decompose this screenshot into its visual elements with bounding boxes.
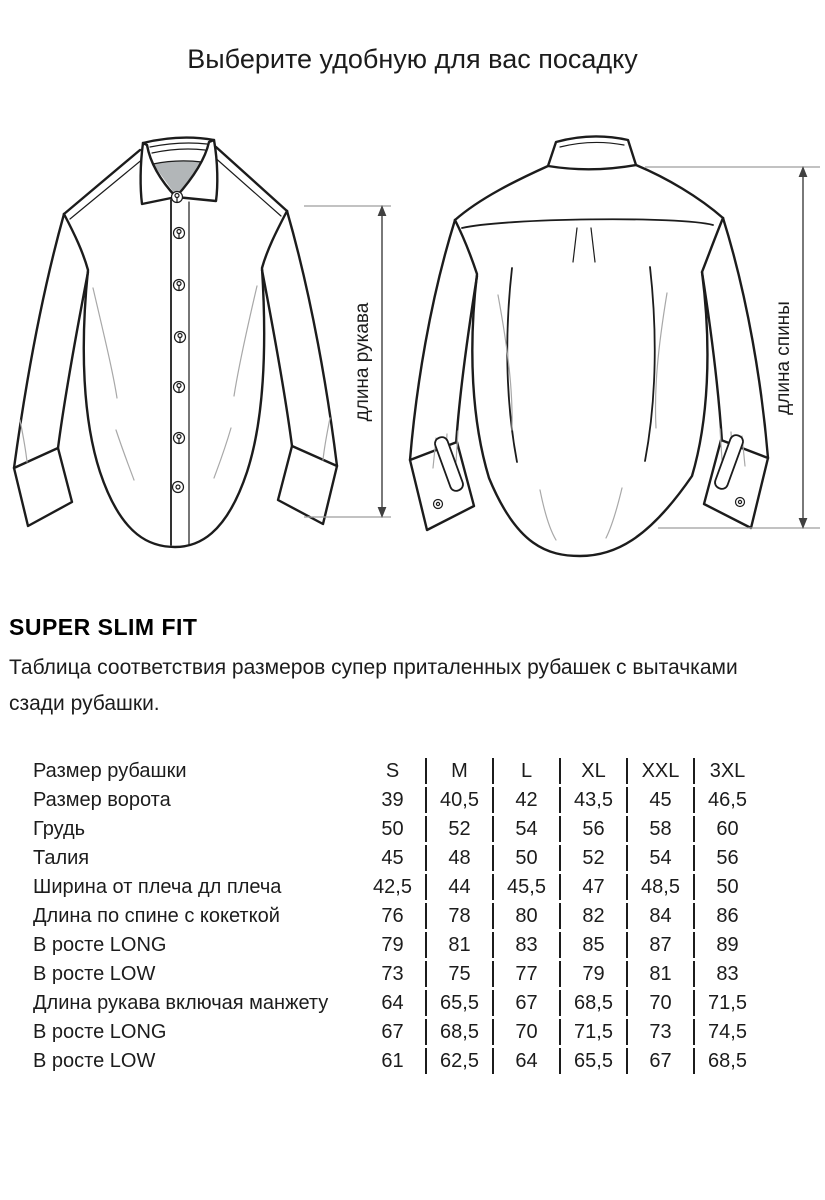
- cell-value: 54: [492, 816, 559, 842]
- section-description-line-2: сзади рубашки.: [9, 692, 160, 715]
- cell-value: 46,5: [693, 787, 760, 813]
- cell-value: 56: [559, 816, 626, 842]
- shirt-diagrams: [0, 120, 825, 580]
- cell-value: 79: [381, 933, 404, 956]
- shirt-diagram-svg: [0, 120, 825, 580]
- cell-value: 65,5: [559, 1048, 626, 1074]
- cell-value: 75: [425, 961, 492, 987]
- cell-value: 68,5: [559, 990, 626, 1016]
- table-row: [33, 990, 760, 1016]
- cell-value: 73: [381, 962, 404, 985]
- cell-value: 52: [559, 845, 626, 871]
- table-row: [33, 1019, 760, 1045]
- table-row: [33, 787, 760, 813]
- cell-value: 48,5: [626, 874, 693, 900]
- size-table-header-row: [33, 758, 760, 784]
- cell-value: 83: [693, 961, 760, 987]
- cell-value: 48: [425, 845, 492, 871]
- front-left-cuff: [14, 448, 72, 526]
- cell-value: 74,5: [693, 1019, 760, 1045]
- back-length-label: длина спины: [773, 301, 794, 415]
- size-column-header: S: [385, 759, 400, 782]
- row-label: Ширина от плеча дл плеча: [33, 875, 282, 898]
- cell-value: 84: [626, 903, 693, 929]
- cell-value: 78: [425, 903, 492, 929]
- row-header-label: Размер рубашки: [33, 759, 187, 782]
- table-row: [33, 845, 760, 871]
- row-label: Талия: [33, 846, 90, 869]
- back-shirt-drawing: [410, 136, 768, 556]
- cell-value: 64: [492, 1048, 559, 1074]
- back-dart-right: [645, 267, 655, 461]
- cell-value: 50: [693, 874, 760, 900]
- cell-value: 67: [381, 1020, 404, 1043]
- table-row: [33, 874, 760, 900]
- size-column-header: M: [425, 758, 492, 784]
- table-row: [33, 961, 760, 987]
- cell-value: 73: [626, 1019, 693, 1045]
- row-label: В росте LONG: [33, 1020, 167, 1043]
- row-label: Размер ворота: [33, 788, 171, 811]
- cell-value: 70: [492, 1019, 559, 1045]
- cell-value: 81: [626, 961, 693, 987]
- row-label: В росте LONG: [33, 933, 167, 956]
- table-row: [33, 816, 760, 842]
- cell-value: 54: [626, 845, 693, 871]
- table-row: [33, 932, 760, 958]
- front-shirt-drawing: [14, 138, 337, 547]
- cell-value: 52: [425, 816, 492, 842]
- row-label: В росте LOW: [33, 962, 156, 985]
- size-table-body: [33, 787, 760, 1074]
- size-table: [33, 755, 760, 1077]
- sleeve-length-label: длина рукава: [352, 302, 373, 422]
- cell-value: 45: [381, 846, 404, 869]
- cell-value: 39: [381, 788, 404, 811]
- front-right-cuff: [278, 446, 337, 524]
- cell-value: 76: [381, 904, 404, 927]
- cell-value: 86: [693, 903, 760, 929]
- section-description: [9, 650, 809, 722]
- cell-value: 61: [381, 1049, 404, 1072]
- size-column-header: XXL: [626, 758, 693, 784]
- cell-value: 81: [425, 932, 492, 958]
- cell-value: 71,5: [559, 1019, 626, 1045]
- cell-value: 68,5: [693, 1048, 760, 1074]
- cell-value: 77: [492, 961, 559, 987]
- cell-value: 50: [492, 845, 559, 871]
- cell-value: 43,5: [559, 787, 626, 813]
- cell-value: 45: [626, 787, 693, 813]
- cell-value: 65,5: [425, 990, 492, 1016]
- size-column-header: XL: [559, 758, 626, 784]
- cell-value: 47: [559, 874, 626, 900]
- back-collar-band: [548, 136, 636, 169]
- cell-value: 45,5: [492, 874, 559, 900]
- size-column-header: L: [492, 758, 559, 784]
- cell-value: 42,5: [373, 875, 412, 898]
- cell-value: 82: [559, 903, 626, 929]
- cell-value: 79: [559, 961, 626, 987]
- cell-value: 64: [381, 991, 404, 1014]
- cell-value: 70: [626, 990, 693, 1016]
- cell-value: 85: [559, 932, 626, 958]
- cell-value: 50: [381, 817, 404, 840]
- cell-value: 87: [626, 932, 693, 958]
- page-title: Выберите удобную для вас посадку: [187, 44, 638, 74]
- cell-value: 44: [425, 874, 492, 900]
- front-buttons: [172, 192, 186, 493]
- cell-value: 68,5: [425, 1019, 492, 1045]
- size-column-header: 3XL: [693, 758, 760, 784]
- row-label: Длина рукава включая манжету: [33, 991, 329, 1014]
- back-yoke-seam: [462, 219, 713, 228]
- row-label: Длина по спине с кокеткой: [33, 904, 280, 927]
- cell-value: 80: [492, 903, 559, 929]
- cell-value: 67: [492, 990, 559, 1016]
- cell-value: 58: [626, 816, 693, 842]
- cell-value: 89: [693, 932, 760, 958]
- cell-value: 71,5: [693, 990, 760, 1016]
- cell-value: 56: [693, 845, 760, 871]
- section-heading: SUPER SLIM FIT: [9, 614, 198, 640]
- section-description-line-1: Таблица соответствия размеров супер приталенных рубашек с вытачками: [9, 656, 738, 679]
- cell-value: 67: [626, 1048, 693, 1074]
- cell-value: 62,5: [425, 1048, 492, 1074]
- row-label: Грудь: [33, 817, 86, 840]
- cell-value: 83: [492, 932, 559, 958]
- cell-value: 40,5: [425, 787, 492, 813]
- cell-value: 42: [492, 787, 559, 813]
- cell-value: 60: [693, 816, 760, 842]
- size-table-header: [33, 758, 760, 784]
- table-row: [33, 903, 760, 929]
- row-label: В росте LOW: [33, 1049, 156, 1072]
- table-row: [33, 1048, 760, 1074]
